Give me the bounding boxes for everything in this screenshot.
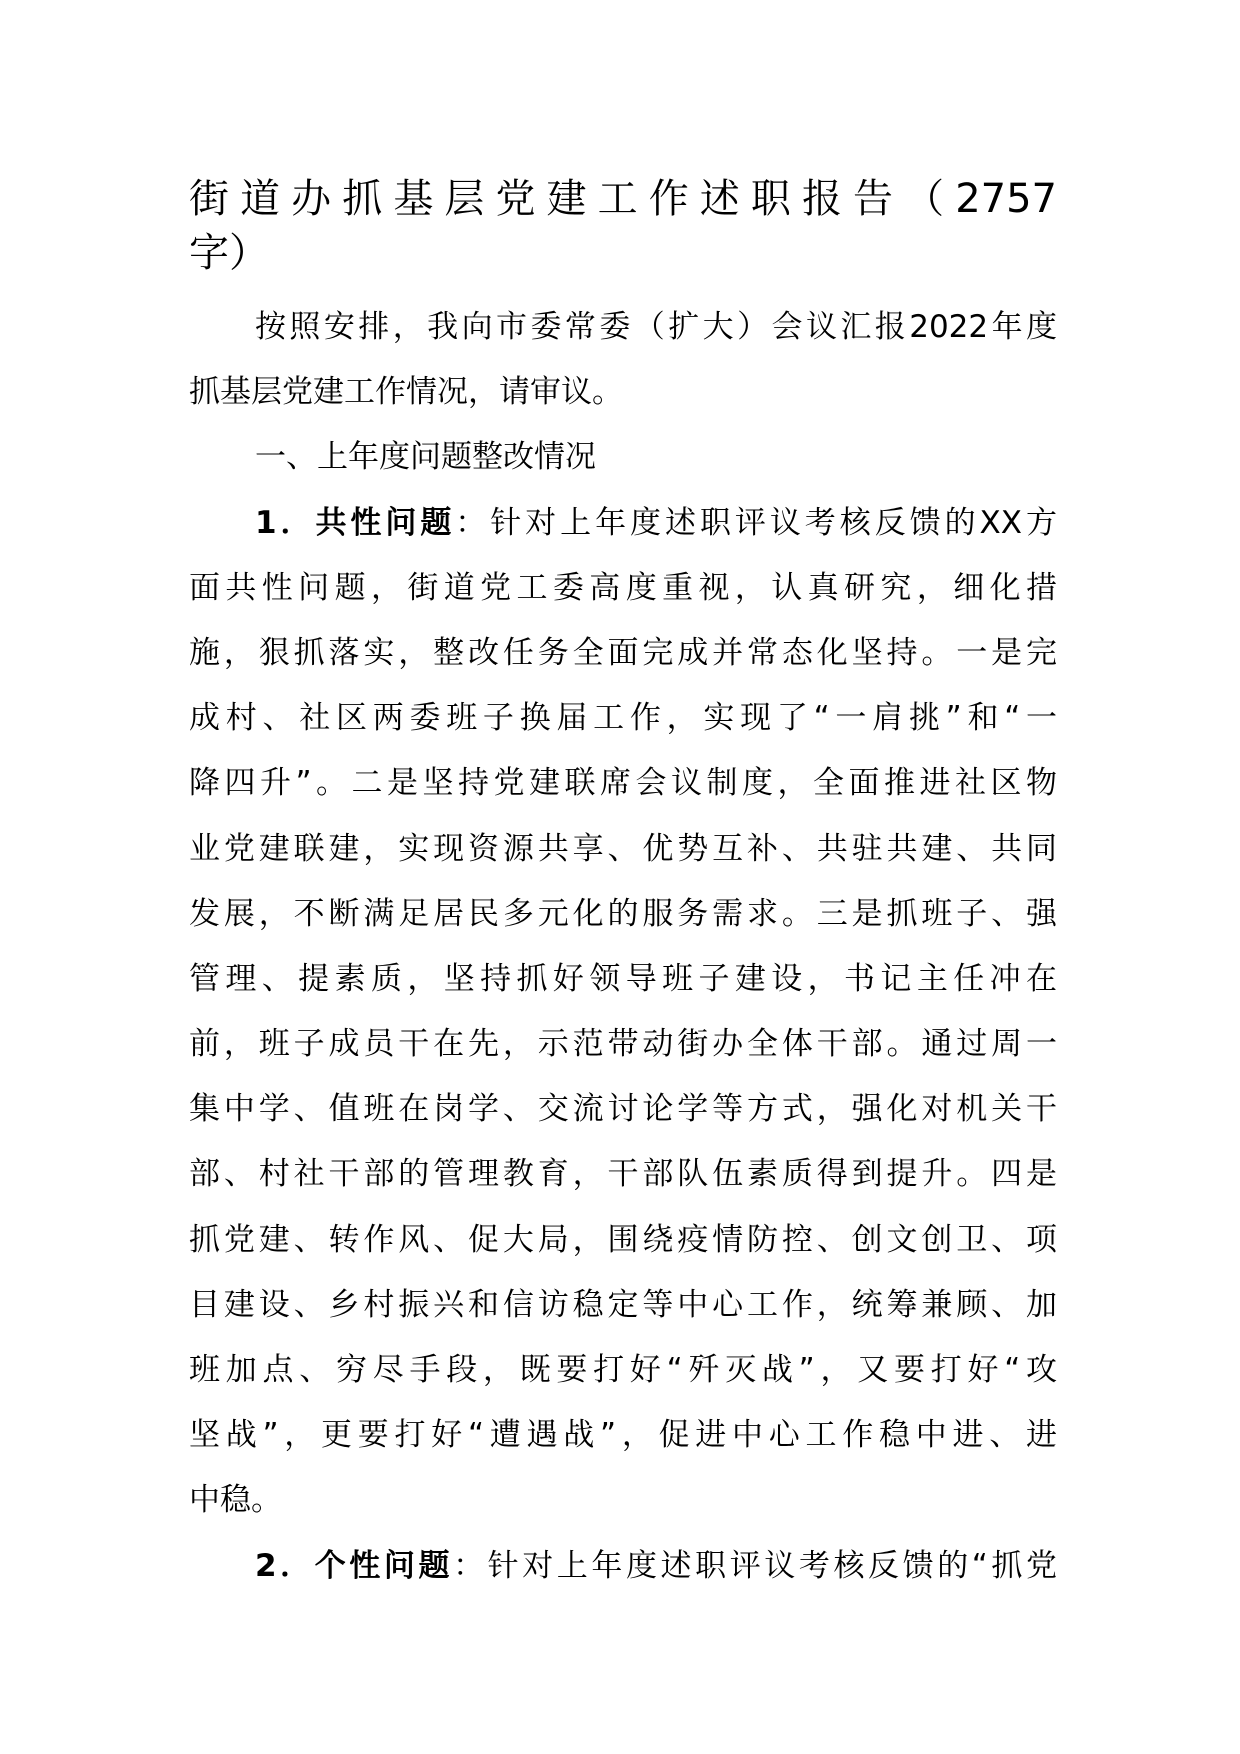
line-text: 抓党建、转作风、促大局，围绕疫情防控、创文创卫、项 [189,1221,1057,1258]
line-text: 目建设、乡村振兴和信访稳定等中心工作，统筹兼顾、加 [189,1286,1057,1323]
text-line [189,1273,1057,1338]
line-text: 班加点、穷尽手段，既要打好“歼灭战”，又要打好“攻 [189,1352,1057,1388]
line-text: 降四升”。二是坚持党建联席会议制度，全面推进社区物 [189,765,1057,802]
line-text: 一、上年度问题整改情况 [255,439,596,476]
text-line [189,882,1057,947]
text-line [189,1077,1057,1142]
text-line [189,1012,1057,1077]
line-text: 字） [189,230,269,276]
text-line [189,556,1057,621]
text-line [189,1534,1057,1599]
title-line [189,172,1057,226]
line-text: ：针对上年度述职评议考核反馈的XX方 [455,504,1057,541]
line-text: 街道办抓基层党建工作述职报告（2757 [189,176,1057,222]
text-line [189,817,1057,882]
text-line [189,295,1057,360]
text-line [189,1142,1057,1207]
text-line [189,751,1057,816]
line-text: ：针对上年度述职评议考核反馈的“抓党 [453,1547,1057,1584]
line-text: 部、村社干部的管理教育，干部队伍素质得到提升。四是 [189,1156,1057,1193]
line-text: 成村、社区两委班子换届工作，实现了“一肩挑”和“一 [189,700,1057,737]
section-heading [189,425,1057,490]
line-text: 面共性问题，街道党工委高度重视，认真研究，细化措 [189,569,1057,606]
text-line [189,360,1057,425]
line-text: 业党建联建，实现资源共享、优势互补、共驻共建、共同 [189,830,1057,867]
document-body [189,295,1057,1599]
document-title [189,172,1057,280]
line-text: 集中学、值班在岗学、交流讨论学等方式，强化对机关干 [189,1091,1057,1128]
text-line [189,1338,1057,1403]
line-text: 发展，不断满足居民多元化的服务需求。三是抓班子、强 [189,895,1057,932]
text-line [189,1208,1057,1273]
line-text: 抓基层党建工作情况，请审议。 [189,374,623,411]
text-line [189,491,1057,556]
line-text: 坚战”，更要打好“遭遇战”，促进中心工作稳中进、进 [189,1417,1057,1454]
text-line [189,621,1057,686]
text-line [189,1468,1057,1533]
line-text: 中稳。 [189,1482,282,1519]
line-text: 按照安排，我向市委常委（扩大）会议汇报2022年度 [255,309,1057,345]
bold-lead-in: 2．个性问题 [255,1547,454,1584]
line-text: 施，狠抓落实，整改任务全面完成并常态化坚持。一是完 [189,634,1057,671]
title-line [189,226,1057,280]
bold-lead-in: 1．共性问题 [255,504,456,541]
text-line [189,1403,1057,1468]
text-line [189,686,1057,751]
text-line [189,947,1057,1012]
line-text: 管理、提素质，坚持抓好领导班子建设，书记主任冲在 [189,960,1057,997]
line-text: 前，班子成员干在先，示范带动街办全体干部。通过周一 [189,1026,1057,1063]
